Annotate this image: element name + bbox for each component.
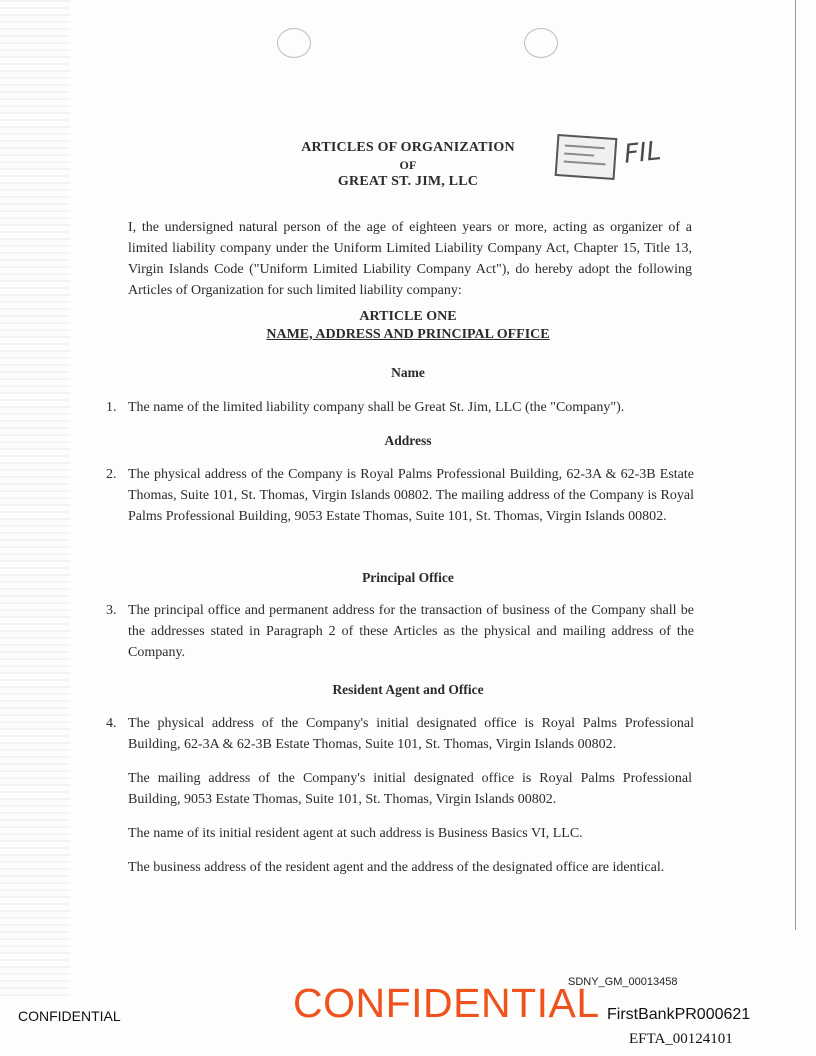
name-heading: Name <box>391 365 425 380</box>
address-heading: Address <box>384 433 432 448</box>
item-1 <box>106 397 694 418</box>
para-4b: The mailing address of the Company's initial designated office is Royal Palms Professional Building, 9053 Estate Thomas, Suite 101, St. Thomas, Virgin Islands 00802. <box>128 771 692 807</box>
efta-id: EFTA_00124101 <box>629 1031 733 1047</box>
bates-number: SDNY_GM_00013458 <box>568 976 678 988</box>
article-title: NAME, ADDRESS AND PRINCIPAL OFFICE <box>266 327 550 342</box>
item-1-number: 1. <box>106 400 117 415</box>
item-2-number: 2. <box>106 467 117 482</box>
confidential-watermark: CONFIDENTIAL <box>293 980 600 1026</box>
filed-handwriting: FIL <box>622 136 663 170</box>
confidential-label-left: CONFIDENTIAL <box>18 1008 121 1024</box>
item-3 <box>106 600 694 663</box>
item-4 <box>106 713 694 755</box>
intro-paragraph: I, the undersigned natural person of the age of eighteen years or more, acting as organizer of a limited liability company under the Uniform Limited Liability Company Act, Chapter 15, Title 13, Virgin Islands Code ("Uniform Limited Liability Company Act"), do hereby adopt the following Articles of Organization for such limited liability company: <box>128 220 692 298</box>
item-1-text: The name of the limited liability company shall be Great St. Jim, LLC (the "Company"). <box>128 400 625 415</box>
item-4-text: The physical address of the Company's initial designated office is Royal Palms Professional Building, 62-3A & 62-3B Estate Thomas, Suite 101, St. Thomas, Virgin Islands 00802. <box>128 716 694 752</box>
para-4d: The business address of the resident agent and the address of the designated office are identical. <box>128 860 665 875</box>
para-4c: The name of its initial resident agent at such address is Business Basics VI, LLC. <box>128 826 583 841</box>
article-number: ARTICLE ONE <box>359 309 457 324</box>
item-2 <box>106 464 694 527</box>
filing-stamp <box>555 134 618 180</box>
item-3-text: The principal office and permanent address for the transaction of business of the Company shall be the addresses stated in Paragraph 2 of these Articles as the physical and mailing address of the Company. <box>128 603 694 660</box>
item-4-number: 4. <box>106 716 117 731</box>
punch-hole-left <box>277 28 311 58</box>
punch-hole-right <box>524 28 558 58</box>
resident-agent-heading: Resident Agent and Office <box>332 682 484 697</box>
title-line-3: GREAT ST. JIM, LLC <box>337 174 479 189</box>
principal-office-heading: Principal Office <box>362 570 454 585</box>
title-line-2: OF <box>399 158 417 172</box>
title-line-1: ARTICLES OF ORGANIZATION <box>301 140 515 155</box>
item-2-text: The physical address of the Company is Royal Palms Professional Building, 62-3A & 62-3B Estate Thomas, Suite 101, St. Thomas, Virgin Islands 00802. The mailing address of the Company is Royal Palms Professional Building, 9053 Estate Thomas, Suite 101, St. Thomas, Virgin Islands 00802. <box>128 467 694 524</box>
item-3-number: 3. <box>106 603 117 618</box>
firstbank-id: FirstBankPR000621 <box>607 1006 751 1023</box>
